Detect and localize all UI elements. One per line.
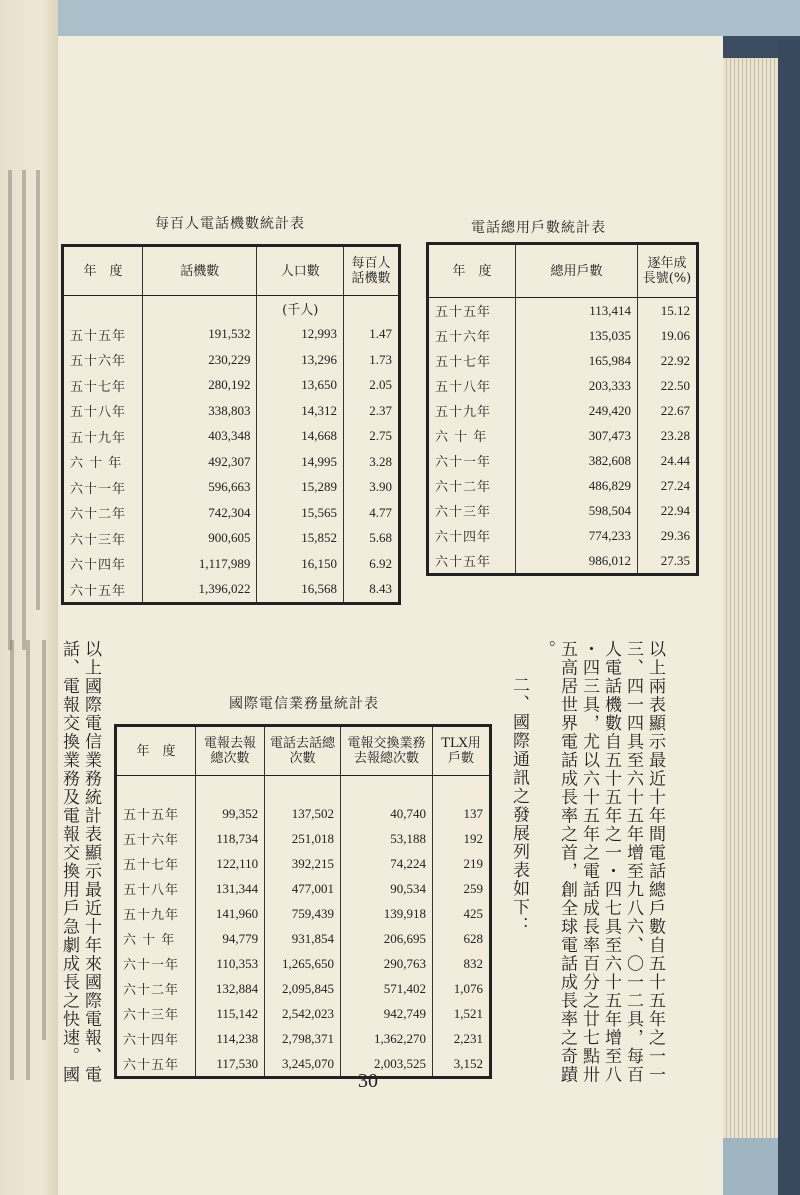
book-spine: [778, 40, 800, 1195]
table1-row: [63, 373, 400, 399]
table1-cell: 五十八年: [70, 405, 127, 421]
table3-row: [116, 1026, 491, 1051]
table2-cell: 986,012: [516, 548, 638, 575]
page-number: 30: [358, 1070, 378, 1092]
table3-cell: 六十五年: [123, 1058, 180, 1073]
table1-cell: 742,304: [143, 500, 257, 526]
table1-row: [63, 526, 400, 552]
table1-cell: 六十一年: [70, 481, 127, 497]
table3-cell: 六十二年: [123, 983, 180, 998]
table2-cell: 19.06: [638, 323, 698, 348]
table3-row: [116, 901, 491, 926]
table1-cell: 16,150: [257, 551, 344, 577]
table3-cell: 192: [433, 826, 491, 851]
table3-cell: 3,245,070: [265, 1051, 341, 1078]
table2-row: [428, 548, 698, 575]
table1-cell: 6.92: [344, 551, 400, 577]
table2-row: [428, 348, 698, 373]
table2-row: [428, 398, 698, 423]
table3-cell: 118,734: [196, 826, 265, 851]
table2-cell: 六十四年: [435, 530, 492, 545]
table3-cell: 137,502: [265, 801, 341, 826]
page-edges: [723, 58, 778, 1138]
table3-row: [116, 801, 491, 826]
table1-cell: 191,532: [143, 322, 257, 348]
table3-cell: 259: [433, 876, 491, 901]
table3-cell: 40,740: [340, 801, 432, 826]
table3-row: [116, 826, 491, 851]
table1-cell: 2.75: [344, 424, 400, 450]
table3-row: [116, 951, 491, 976]
table2-cell: 203,333: [516, 373, 638, 398]
table3-cell: 六十三年: [123, 1008, 180, 1023]
table3-cell: 五十七年: [123, 858, 180, 873]
table1-cell: 1.73: [344, 347, 400, 373]
table1-cell: 五十九年: [70, 430, 127, 446]
table1-row: [63, 347, 400, 373]
table3-cell: 六 十 年: [123, 933, 176, 948]
table2-cell: 五十六年: [435, 330, 492, 345]
table1-cell: 492,307: [143, 449, 257, 475]
body-text-right-line-3: 人電話機數自五十五年之一・四七具至六十五年增至八: [601, 640, 621, 1084]
section-heading: 二、國際通訊之發展列表如下：: [509, 676, 529, 935]
table1-cell: 五十六年: [70, 354, 127, 370]
t3-header-phone-calls: 電話去話總次數: [265, 726, 341, 776]
t3-header-telex-exchange: 電報交換業務去報總次數: [340, 726, 432, 776]
table2-cell: 五十五年: [435, 305, 492, 320]
phones-per-hundred-table: [61, 244, 401, 605]
table2-row: [428, 373, 698, 398]
table1-cell: 五十五年: [70, 328, 127, 344]
table3-cell: 477,001: [265, 876, 341, 901]
table2-cell: 774,233: [516, 523, 638, 548]
body-text-right-line-2: 三、四一四具至六十五年增至九八六、〇一二具，每百: [623, 640, 643, 1084]
table2-row: [428, 323, 698, 348]
table1-row: [63, 398, 400, 424]
table3-cell: 1,362,270: [340, 1026, 432, 1051]
table3-cell: 2,542,023: [265, 1001, 341, 1026]
table1-row: [63, 551, 400, 577]
table2-cell: 135,035: [516, 323, 638, 348]
table2-row: [428, 523, 698, 548]
table3-cell: 五十六年: [123, 833, 180, 848]
body-text-right-line-5: 五高居世界電話成長率之首，創全球電話成長率之奇蹟: [557, 640, 577, 1084]
table3-cell: 931,854: [265, 926, 341, 951]
table2-cell: 598,504: [516, 498, 638, 523]
table1-cell: 2.37: [344, 398, 400, 424]
table3-row: [116, 976, 491, 1001]
table2-cell: 486,829: [516, 473, 638, 498]
table2-row: [428, 473, 698, 498]
body-text-left-line-2: 話、電報交換業務及電報交換用戶急劇成長之快速。國: [59, 640, 79, 1084]
table2-caption: 電話總用戶數統計表: [471, 220, 606, 236]
table2-cell: 五十七年: [435, 355, 492, 370]
table2-cell: 165,984: [516, 348, 638, 373]
table1-cell: 338,803: [143, 398, 257, 424]
table2-cell: 六十一年: [435, 455, 492, 470]
t1-header-year: 年 度: [63, 246, 143, 296]
table3-cell: 628: [433, 926, 491, 951]
table3-cell: 290,763: [340, 951, 432, 976]
table1-cell: 1,117,989: [143, 551, 257, 577]
table1-cell: 8.43: [344, 577, 400, 604]
table1-row: [63, 424, 400, 450]
table3-cell: 六十四年: [123, 1033, 180, 1048]
table1-cell: 六十五年: [70, 583, 127, 599]
table3-cell: 2,095,845: [265, 976, 341, 1001]
table3-cell: 141,960: [196, 901, 265, 926]
table1-cell: 1,396,022: [143, 577, 257, 604]
table1-cell: 六 十 年: [70, 456, 123, 472]
table1-caption: 每百人電話機數統計表: [155, 216, 305, 232]
table1-cell: 3.90: [344, 475, 400, 501]
table1-cell: 15,289: [257, 475, 344, 501]
t2-header-subscribers: 總用戶數: [516, 244, 638, 298]
book-page: [58, 36, 723, 1195]
table3-cell: 99,352: [196, 801, 265, 826]
body-text-right-line-1: 以上兩表顯示最近十年間電話總戶數自五十五年之一一: [645, 640, 665, 1084]
table3-cell: 53,188: [340, 826, 432, 851]
table3-cell: 2,003,525: [340, 1051, 432, 1078]
t3-header-year: 年 度: [116, 726, 196, 776]
table3-cell: 117,530: [196, 1051, 265, 1078]
table3-cell: 1,265,650: [265, 951, 341, 976]
t2-header-year: 年 度: [428, 244, 516, 298]
t1-header-per-hundred: 每百人話機數: [344, 246, 400, 296]
table1-cell: 六十三年: [70, 532, 127, 548]
table3-cell: 五十五年: [123, 808, 180, 823]
table3-cell: 74,224: [340, 851, 432, 876]
table2-cell: 23.28: [638, 423, 698, 448]
table3-cell: 206,695: [340, 926, 432, 951]
table3-cell: 2,798,371: [265, 1026, 341, 1051]
table1-cell: 596,663: [143, 475, 257, 501]
table2-cell: 382,608: [516, 448, 638, 473]
table2-cell: 六十二年: [435, 480, 492, 495]
table1-cell: 14,995: [257, 449, 344, 475]
table2-cell: 113,414: [516, 298, 638, 324]
table3-row: [116, 926, 491, 951]
table3-cell: 五十八年: [123, 883, 180, 898]
table2-cell: 六十三年: [435, 505, 492, 520]
table1-cell: 15,565: [257, 500, 344, 526]
t3-header-tlx-users: TLX用戶數: [433, 726, 491, 776]
scan-background: [0, 0, 800, 40]
table1-cell: 16,568: [257, 577, 344, 604]
t1-header-phones: 話機數: [143, 246, 257, 296]
table2-cell: 22.92: [638, 348, 698, 373]
table2-cell: 27.24: [638, 473, 698, 498]
table2-cell: 29.36: [638, 523, 698, 548]
table1-cell: 六十二年: [70, 507, 127, 523]
table2-cell: 22.94: [638, 498, 698, 523]
table3-cell: 392,215: [265, 851, 341, 876]
table3-cell: 942,749: [340, 1001, 432, 1026]
table2-cell: 五十八年: [435, 380, 492, 395]
table3-cell: 114,238: [196, 1026, 265, 1051]
t3-header-telegram: 電報去報總次數: [196, 726, 265, 776]
table2-cell: 22.67: [638, 398, 698, 423]
table3-cell: 832: [433, 951, 491, 976]
table2-cell: 24.44: [638, 448, 698, 473]
table3-caption: 國際電信業務量統計表: [229, 696, 379, 712]
t1-header-population: 人口數: [257, 246, 344, 296]
table2-row: [428, 423, 698, 448]
table3-cell: 六十一年: [123, 958, 180, 973]
table3-cell: 425: [433, 901, 491, 926]
table2-cell: 六十五年: [435, 555, 492, 570]
table3-cell: 1,521: [433, 1001, 491, 1026]
table2-cell: 307,473: [516, 423, 638, 448]
table1-row: [63, 475, 400, 501]
table2-row: [428, 448, 698, 473]
table1-cell: 13,650: [257, 373, 344, 399]
table3-cell: 94,779: [196, 926, 265, 951]
body-text-left-line-1: 以上國際電信業務統計表顯示最近十年來國際電報、電: [81, 640, 101, 1084]
table2-cell: 六 十 年: [435, 430, 488, 445]
table3-cell: 219: [433, 851, 491, 876]
table3-cell: 110,353: [196, 951, 265, 976]
table3-cell: 3,152: [433, 1051, 491, 1078]
table1-cell: 230,229: [143, 347, 257, 373]
table1-cell: 1.47: [344, 322, 400, 348]
table3-cell: 251,018: [265, 826, 341, 851]
table3-cell: 137: [433, 801, 491, 826]
table3-cell: 122,110: [196, 851, 265, 876]
table2-cell: 五十九年: [435, 405, 492, 420]
table2-cell: 15.12: [638, 298, 698, 324]
table1-cell: 3.28: [344, 449, 400, 475]
table3-cell: 115,142: [196, 1001, 265, 1026]
table3-cell: 131,344: [196, 876, 265, 901]
table3-cell: 1,076: [433, 976, 491, 1001]
table1-cell: 五十七年: [70, 379, 127, 395]
table1-cell: 2.05: [344, 373, 400, 399]
table1-row: [63, 322, 400, 348]
table1-cell: 900,605: [143, 526, 257, 552]
table2-row: [428, 298, 698, 324]
t2-header-growth: 逐年成長號(%): [638, 244, 698, 298]
table3-row: [116, 876, 491, 901]
facing-page-edge: [0, 0, 58, 1195]
table3-cell: 139,918: [340, 901, 432, 926]
table3-row: [116, 851, 491, 876]
table1-row: [63, 500, 400, 526]
table3-row: [116, 1001, 491, 1026]
table2-cell: 249,420: [516, 398, 638, 423]
table1-cell: 280,192: [143, 373, 257, 399]
table1-cell: 14,668: [257, 424, 344, 450]
body-text-right-line-4: ・四三具，尤以六十五年之電話成長率百分之廿七點卅: [579, 640, 599, 1084]
international-telecom-table: [114, 724, 492, 1079]
table1-cell: 4.77: [344, 500, 400, 526]
table1-cell: 5.68: [344, 526, 400, 552]
t1-unit-label: (千人): [257, 296, 344, 322]
table2-row: [428, 498, 698, 523]
table2-cell: 27.35: [638, 548, 698, 575]
table1-row: [63, 449, 400, 475]
table1-cell: 14,312: [257, 398, 344, 424]
table2-cell: 22.50: [638, 373, 698, 398]
subscriber-total-table: [426, 242, 699, 576]
table1-cell: 12,993: [257, 322, 344, 348]
table1-row: [63, 577, 400, 604]
table3-cell: 132,884: [196, 976, 265, 1001]
table3-cell: 571,402: [340, 976, 432, 1001]
table3-cell: 759,439: [265, 901, 341, 926]
table3-cell: 90,534: [340, 876, 432, 901]
table1-cell: 六十四年: [70, 558, 127, 574]
table1-cell: 15,852: [257, 526, 344, 552]
table1-cell: 13,296: [257, 347, 344, 373]
table3-cell: 2,231: [433, 1026, 491, 1051]
table1-cell: 403,348: [143, 424, 257, 450]
table3-cell: 五十九年: [123, 908, 180, 923]
table3-row: [116, 1051, 491, 1078]
body-text-right-line-6: 。: [535, 640, 555, 659]
